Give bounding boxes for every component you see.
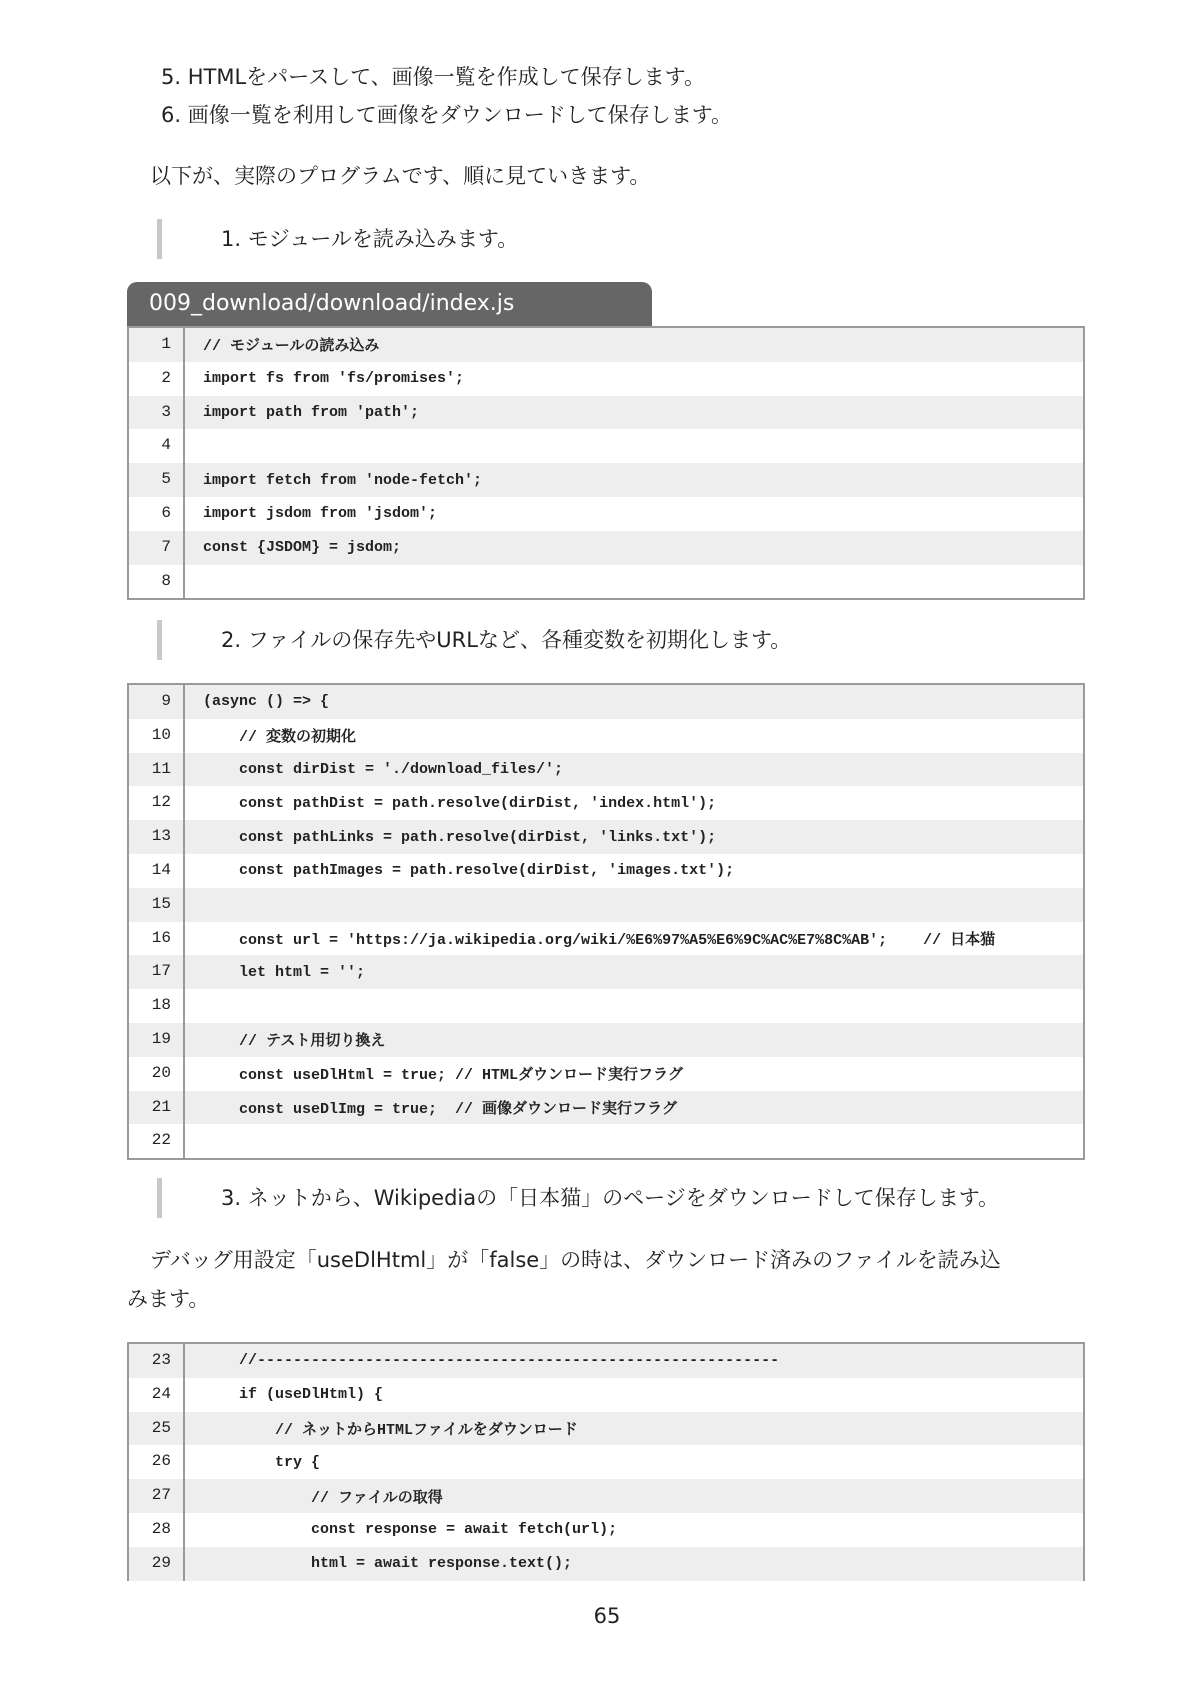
file-name-tab: 009_download/download/index.js	[127, 282, 652, 326]
line-number: 29	[129, 1547, 185, 1581]
code-line	[129, 1547, 1083, 1581]
code-text: const response = await fetch(url);	[203, 1521, 618, 1539]
code-text: import path from 'path';	[203, 403, 420, 421]
code-line	[129, 888, 1083, 922]
debug-paragraph-line2: みます。	[127, 1287, 210, 1311]
quote-bar	[157, 1178, 162, 1218]
intro-paragraph: 以下が、実際のプログラムです、順に見ていきます。	[150, 164, 651, 188]
line-number: 6	[129, 497, 185, 531]
line-number: 28	[129, 1513, 185, 1547]
code-text: const useDlImg = true; // 画像ダウンロード実行フラグ	[203, 1100, 678, 1118]
line-number: 8	[129, 565, 185, 599]
code-text: const pathImages = path.resolve(dirDist, 'images.txt');	[203, 862, 735, 880]
line-number: 11	[129, 753, 185, 787]
code-line	[129, 463, 1083, 497]
code-line	[129, 1378, 1083, 1412]
page-number: 65	[593, 1604, 621, 1628]
line-number: 24	[129, 1378, 185, 1412]
line-number: 3	[129, 396, 185, 430]
code-text: // 変数の初期化	[203, 729, 357, 747]
code-text: const useDlHtml = true; // HTMLダウンロード実行フラグ	[203, 1067, 684, 1085]
code-line	[129, 1023, 1083, 1057]
debug-paragraph-line1: デバッグ用設定「useDlHtml」が「false」の時は、ダウンロード済みのファイルを読み込	[150, 1248, 1001, 1272]
line-number: 16	[129, 922, 185, 956]
code-line	[129, 429, 1083, 463]
code-text: const dirDist = './download_files/';	[203, 760, 564, 778]
line-number: 20	[129, 1057, 185, 1091]
code-line	[129, 820, 1083, 854]
code-text: const pathDist = path.resolve(dirDist, 'index.html');	[203, 794, 717, 812]
code-text: const pathLinks = path.resolve(dirDist, 'links.txt');	[203, 828, 717, 846]
code-text: import jsdom from 'jsdom';	[203, 505, 438, 523]
line-number: 13	[129, 820, 185, 854]
line-number: 9	[129, 685, 185, 719]
code-text: //----------------------------------------------------------	[203, 1352, 780, 1370]
quote-bar	[157, 219, 162, 259]
line-number: 12	[129, 786, 185, 820]
line-number: 1	[129, 328, 185, 362]
code-line	[129, 1513, 1083, 1547]
code-text: try {	[203, 1453, 321, 1471]
code-line	[129, 922, 1083, 956]
code-line	[129, 1445, 1083, 1479]
line-number: 21	[129, 1091, 185, 1125]
list-item-step-6: 6. 画像一覧を利用して画像をダウンロードして保存します。	[161, 103, 733, 127]
code-line	[129, 685, 1083, 719]
step-3-heading: 3. ネットから、Wikipediaの「日本猫」のページをダウンロードして保存します。	[221, 1186, 1000, 1210]
code-block-1	[127, 326, 1085, 600]
line-number: 27	[129, 1479, 185, 1513]
code-line	[129, 1412, 1083, 1446]
line-number: 10	[129, 719, 185, 753]
code-line	[129, 753, 1083, 787]
code-line	[129, 1344, 1083, 1378]
line-number: 22	[129, 1124, 185, 1158]
line-number: 15	[129, 888, 185, 922]
line-number: 5	[129, 463, 185, 497]
line-number: 17	[129, 955, 185, 989]
code-block-3	[127, 1342, 1085, 1581]
code-text: html = await response.text();	[203, 1555, 573, 1573]
line-number: 7	[129, 531, 185, 565]
line-number: 18	[129, 989, 185, 1023]
code-line	[129, 786, 1083, 820]
code-line	[129, 1057, 1083, 1091]
code-line	[129, 531, 1083, 565]
line-number: 23	[129, 1344, 185, 1378]
code-line	[129, 362, 1083, 396]
code-text: import fs from 'fs/promises';	[203, 370, 465, 388]
code-line	[129, 497, 1083, 531]
code-text: // テスト用切り換え	[203, 1033, 386, 1051]
code-line	[129, 719, 1083, 753]
code-text: if (useDlHtml) {	[203, 1386, 384, 1404]
code-line	[129, 989, 1083, 1023]
code-line	[129, 854, 1083, 888]
line-number: 4	[129, 429, 185, 463]
code-line	[129, 328, 1083, 362]
code-line	[129, 1124, 1083, 1158]
code-text: import fetch from 'node-fetch';	[203, 471, 483, 489]
code-line	[129, 396, 1083, 430]
code-text: let html = '';	[203, 963, 366, 981]
code-text: // ファイルの取得	[203, 1489, 443, 1507]
code-text: const url = 'https://ja.wikipedia.org/wiki/%E6%97%A5%E6%9C%AC%E7%8C%AB'; // 日本猫	[203, 931, 996, 949]
code-text: const {JSDOM} = jsdom;	[203, 539, 402, 557]
line-number: 2	[129, 362, 185, 396]
list-item-step-5: 5. HTMLをパースして、画像一覧を作成して保存します。	[161, 65, 705, 89]
step-2-heading: 2. ファイルの保存先やURLなど、各種変数を初期化します。	[221, 628, 792, 652]
line-number: 14	[129, 854, 185, 888]
code-line	[129, 955, 1083, 989]
code-text: // ネットからHTMLファイルをダウンロード	[203, 1421, 578, 1439]
quote-bar	[157, 620, 162, 660]
line-number: 26	[129, 1445, 185, 1479]
step-1-heading: 1. モジュールを読み込みます。	[221, 227, 519, 251]
code-text: (async () => {	[203, 693, 330, 711]
line-number: 25	[129, 1412, 185, 1446]
code-line	[129, 565, 1083, 599]
line-number: 19	[129, 1023, 185, 1057]
code-block-2	[127, 683, 1085, 1160]
code-line	[129, 1479, 1083, 1513]
code-line	[129, 1091, 1083, 1125]
code-text: // モジュールの読み込み	[203, 338, 380, 356]
